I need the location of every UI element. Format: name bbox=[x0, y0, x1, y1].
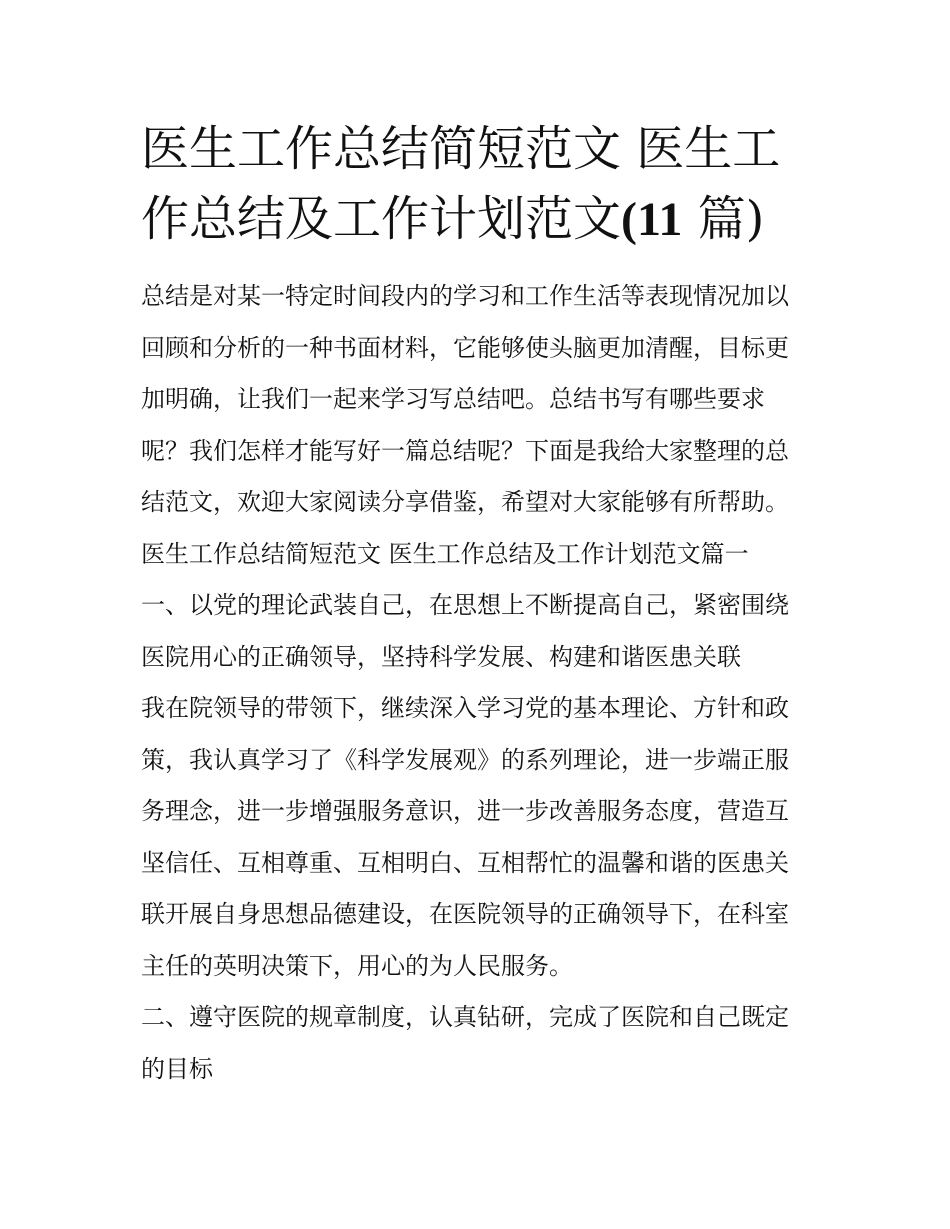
title-line-2-suffix: 篇) bbox=[682, 191, 765, 247]
body-line: 的目标 bbox=[141, 1054, 213, 1083]
body-line: 策，我认真学习了《科学发展观》的系列理论，进一步端正服 bbox=[141, 745, 789, 774]
body-line: 务理念，进一步增强服务意识，进一步改善服务态度，营造互 bbox=[141, 797, 789, 825]
body-line: 坚信任、互相尊重、互相明白、互相帮忙的温馨和谐的医患关 bbox=[141, 848, 789, 877]
body-line: 我在院领导的带领下，继续深入学习党的基本理论、方针和政 bbox=[141, 694, 789, 722]
title-line-1: 医生工作总结简短范文 医生工 bbox=[141, 121, 781, 177]
document-body bbox=[141, 271, 813, 1095]
title-line-2-number: (11 bbox=[621, 193, 683, 246]
body-line: 加明确，让我们一起来学习写总结吧。总结书写有哪些要求 bbox=[141, 385, 765, 413]
body-line: 呢？我们怎样才能写好一篇总结呢？下面是我给大家整理的总 bbox=[141, 436, 789, 465]
document-page bbox=[141, 114, 813, 1095]
body-line: 医院用心的正确领导，坚持科学发展、构建和谐医患关联 bbox=[141, 642, 741, 671]
body-line: 结范文，欢迎大家阅读分享借鉴，希望对大家能够有所帮助。 bbox=[141, 488, 789, 516]
title-line-2-prefix: 作总结及工作计划范文 bbox=[141, 191, 622, 247]
body-line: 主任的英明决策下，用心的为人民服务。 bbox=[141, 951, 573, 980]
body-line: 二、遵守医院的规章制度，认真钻研，完成了医院和自己既定 bbox=[141, 1003, 789, 1031]
body-line: 一、以党的理论武装自己，在思想上不断提高自己，紧密围绕 bbox=[141, 591, 789, 619]
document-title bbox=[141, 114, 813, 255]
section-heading: 医生工作总结简短范文 医生工作总结及工作计划范文篇一 bbox=[141, 539, 749, 568]
title-line-2 bbox=[141, 184, 813, 255]
body-line: 总结是对某一特定时间段内的学习和工作生活等表现情况加以 bbox=[141, 282, 789, 310]
body-line: 联开展自身思想品德建设，在医院领导的正确领导下，在科室 bbox=[141, 900, 789, 928]
body-line: 回顾和分析的一种书面材料，它能够使头脑更加清醒，目标更 bbox=[141, 333, 789, 362]
